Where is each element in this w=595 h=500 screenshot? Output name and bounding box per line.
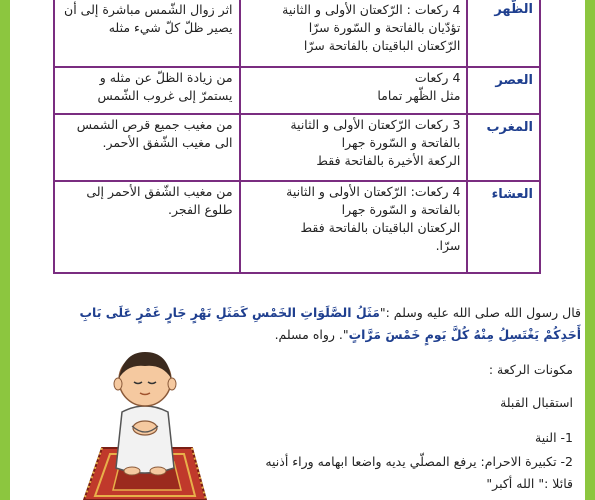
rakaat-line: الرّكعتان الباقيتان بالفاتحة سرّا bbox=[303, 38, 461, 53]
time-line: يصير ظلّ كلّ شيء مثله bbox=[108, 20, 233, 35]
rakaat-line: بالفاتحة و السّورة جهرا bbox=[341, 135, 461, 150]
rakaat-line: الركعتان الباقيتان بالفاتحة فقط bbox=[300, 220, 461, 235]
rakaat-cell bbox=[240, 114, 468, 181]
time-line: الى مغيب الشّفق الأحمر. bbox=[102, 135, 233, 150]
hadith-quote-part2: أَحَدِكُمْ يَغْتَسِلُ مِنْهُ كُلَّ يَومٍ خَمْسَ مَرَّاتٍ bbox=[348, 327, 581, 342]
rakaat-line: الركعة الأخيرة بالفاتحة فقط bbox=[316, 153, 461, 168]
prayer-times-table bbox=[53, 0, 541, 274]
rakaat-line: بالفاتحة و السّورة جهرا bbox=[341, 202, 461, 217]
component-item: 1- النية bbox=[535, 430, 573, 445]
hadith-outro: ". رواه مسلم. bbox=[274, 327, 349, 342]
rakaat-cell bbox=[240, 0, 468, 67]
time-cell bbox=[54, 181, 240, 273]
rakaat-cell bbox=[240, 67, 468, 114]
component-item: 2- تكبيرة الاحرام: يرفع المصلّي يديه واضعا ابهامه وراء أذنيه bbox=[265, 454, 573, 469]
rakaat-line: مثل الظّهر تماما bbox=[377, 88, 461, 103]
components-title: مكونات الركعة : bbox=[488, 362, 573, 377]
time-line: طلوع الفجر. bbox=[168, 202, 233, 217]
hadith-quote-part1: مَثَلُ الصَّلَوَاتِ الخَمْسِ كَمَثَلِ نَهْرٍ جَارٍ غَمْرٍ عَلَى بَابِ bbox=[79, 305, 380, 320]
time-line: من مغيب الشّفق الأحمر إلى bbox=[86, 184, 233, 199]
component-item: قائلا :" الله أكبر" bbox=[486, 476, 573, 491]
table-row bbox=[54, 0, 540, 67]
prayer-name: الظّهر bbox=[467, 0, 540, 67]
time-cell bbox=[54, 0, 240, 67]
prayer-name: المغرب bbox=[467, 114, 540, 181]
time-line: من مغيب جميع قرص الشمس bbox=[76, 117, 233, 132]
rakaat-line: 4 ركعات : الرّكعتان الأولى و الثانية bbox=[282, 2, 461, 17]
right-green-border bbox=[585, 0, 595, 500]
praying-child-illustration bbox=[80, 340, 210, 500]
rakaat-line: 4 ركعات: الرّكعتان الأولى و الثانية bbox=[286, 184, 461, 199]
time-cell bbox=[54, 114, 240, 181]
rakaat-line: سرّا. bbox=[435, 238, 461, 253]
prayer-name: العشاء bbox=[467, 181, 540, 273]
table-row bbox=[54, 114, 540, 181]
rakaat-line: تؤدّيان بالفاتحة و السّورة سرّا bbox=[308, 20, 461, 35]
time-line: من زيادة الظلّ عن مثله و bbox=[99, 70, 233, 85]
rakaat-cell bbox=[240, 181, 468, 273]
hadith-intro: قال رسول الله صلى الله عليه وسلم :" bbox=[379, 305, 581, 320]
time-line: يستمرّ إلى غروب الشّمس bbox=[97, 88, 233, 103]
time-line: اثر زوال الشّمس مباشرة إلى أن bbox=[64, 2, 233, 17]
time-cell bbox=[54, 67, 240, 114]
component-item: استقبال القبلة bbox=[500, 395, 573, 410]
prayer-name: العصر bbox=[467, 67, 540, 114]
left-green-border bbox=[0, 0, 10, 500]
rakaat-line: 3 ركعات الرّكعتان الأولى و الثانية bbox=[290, 117, 461, 132]
table-row bbox=[54, 181, 540, 273]
table-row bbox=[54, 67, 540, 114]
rakaat-line: 4 ركعات bbox=[414, 70, 461, 85]
